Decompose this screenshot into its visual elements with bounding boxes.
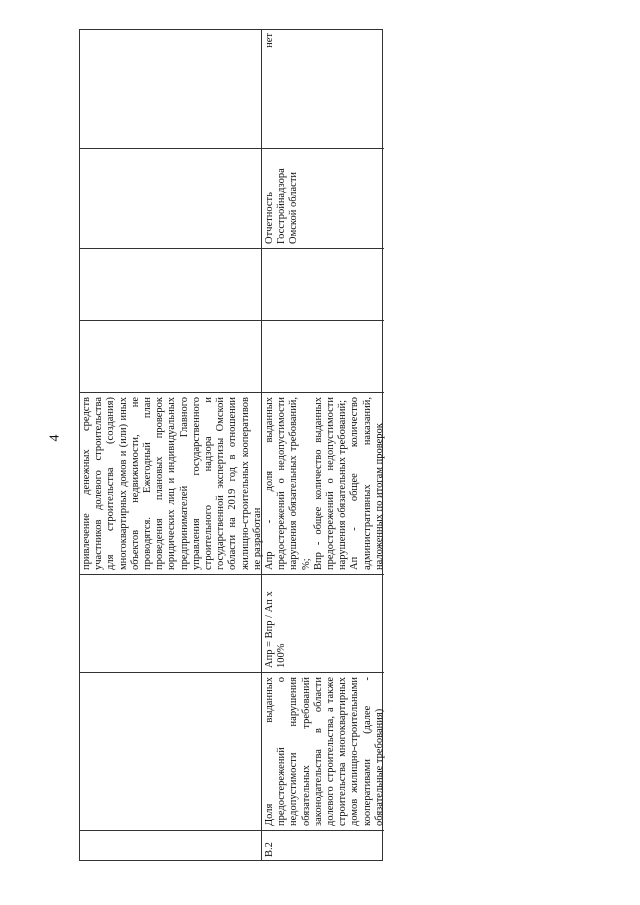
cell-note-empty: [79, 29, 261, 149]
description-line: Впр - общее количество выданных предостережений о недопустимости нарушения обязательных требований;: [312, 397, 349, 570]
table-row: [261, 29, 384, 861]
cell-indicator-name: Доля выданных предостережений о недопустимости нарушения обязательных требований законодательства в области долевого строительства, а также строительства многоквартирных домов жилищно-строительными кооперативами (далее - обязательные требования): [262, 673, 384, 831]
table-row: [79, 29, 261, 861]
cell-formula-empty: [79, 575, 261, 673]
page-number: 4: [47, 434, 63, 442]
cell-code-empty: [79, 831, 261, 861]
cell-description: [262, 393, 384, 575]
cell-description-continuation: привлечение денежных средств участников долевого строительства для строительства (создания) многоквартирных домов и (или) иных объектов недвижимости, не проводятся. Ежегодный план проведения плановых проверок юридических лиц и индивидуальных предпринимателей Главного управления государственного строительного надзора и государственной экспертизы Омской области на 2019 год в отношении жилищно-строительных кооперативов не разработан: [79, 393, 261, 575]
cell-name-empty: [79, 673, 261, 831]
rotated-table: [79, 29, 383, 861]
cell-col6: [262, 249, 384, 321]
cell-source-empty: [79, 149, 261, 249]
description-line: Ап - общее количество административных наказаний, наложенных по итогам проверок: [349, 397, 385, 570]
cell-col5: [262, 321, 384, 393]
cell-source: Отчетность Госстройнадзора Омской области: [262, 149, 384, 249]
cell-col5-empty: [79, 321, 261, 393]
cell-col6-empty: [79, 249, 261, 321]
description-line: Апр - доля выданных предостережений о недопустимости нарушения обязательных требований, %;: [264, 397, 312, 570]
cell-code: В.2: [264, 842, 275, 857]
cell-formula: Апр = Впр / Ап х 100%: [262, 575, 384, 673]
cell-note: нет: [262, 29, 384, 149]
